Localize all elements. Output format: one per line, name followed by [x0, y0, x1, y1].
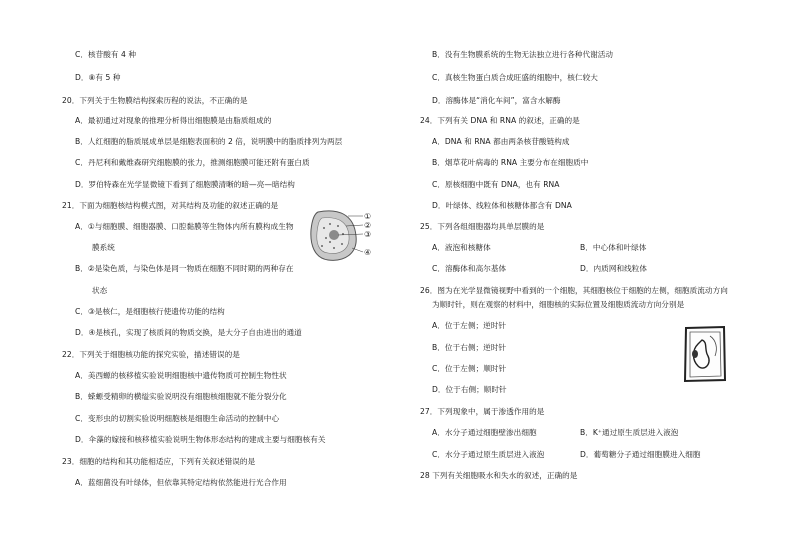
- q27-option-c: C．水分子通过原生质层进入液泡: [432, 450, 545, 459]
- q22-stem: 22．下列关于细胞核功能的探究实验，描述错误的是: [62, 350, 240, 359]
- q27-option-a: A．水分子通过细胞壁渗出细胞: [432, 428, 537, 437]
- q24-option-a: A．DNA 和 RNA 都由两条核苷酸链构成: [432, 137, 570, 146]
- q19-option-c: C．核苷酸有 4 种: [75, 50, 137, 59]
- q20-option-a: A．最初通过对现象的推理分析得出细胞膜是由脂质组成的: [75, 116, 272, 125]
- q27-option-b: B．K⁺通过原生质层进入液泡: [580, 428, 679, 437]
- q26-option-b: B．位于右侧；逆时针: [432, 343, 507, 352]
- q28-stem: 28 下列有关细胞吸水和失水的叙述，正确的是: [420, 471, 578, 480]
- q23-option-b: B．没有生物膜系统的生物无法独立进行各种代谢活动: [432, 50, 614, 59]
- q22-option-a: A．美西螈的核移植实验说明细胞核中遗传物质可控制生物性状: [75, 371, 287, 380]
- q25-stem: 25．下列各组细胞器均具单层膜的是: [420, 222, 545, 231]
- q26-option-c: C．位于左侧；顺时针: [432, 364, 507, 373]
- q23-stem: 23．细胞的结构和其功能相适应，下列有关叙述错误的是: [62, 457, 256, 466]
- q23-option-c: C．真核生物蛋白质合成旺盛的细胞中，核仁较大: [432, 73, 598, 82]
- q21-option-a-line1: A．①与细胞膜、细胞器膜、口腔黏膜等生物体内所有膜构成生物: [75, 222, 294, 231]
- nucleolus-shape: [329, 230, 339, 240]
- q20-stem: 20．下列关于生物膜结构探索历程的说法，不正确的是: [62, 96, 248, 105]
- q22-option-c: C．变形虫的切割实验说明细胞核是细胞生命活动的控制中心: [75, 414, 280, 423]
- q22-option-d: D．伞藻的嫁接和核移植实验说明生物体形态结构的建成主要与细胞核有关: [75, 435, 326, 444]
- figure-label-1: ①: [364, 212, 372, 221]
- cell-wall-shape: [685, 327, 725, 381]
- q26-stem-line2: 为顺时针，则在观察的材料中，细胞核的实际位置及细胞质流动方向分别是: [432, 300, 685, 309]
- q23-option-d: D．溶酶体是“消化车间”，富含水解酶: [432, 96, 561, 105]
- q21-stem: 21．下面为细胞核结构模式图，对其结构及功能的叙述正确的是: [62, 201, 279, 210]
- q27-stem: 27．下列现象中，属于渗透作用的是: [420, 407, 545, 416]
- nucleus-structure-figure: [308, 208, 372, 264]
- q26-option-a: A．位于左侧；逆时针: [432, 321, 507, 330]
- figure-label-4: ④: [364, 248, 372, 257]
- q20-option-b: B．人红细胞的脂质展成单层是细胞表面积的 2 倍，说明膜中的脂质排列为两层: [75, 137, 343, 146]
- q25-option-a: A．液泡和核糖体: [432, 243, 491, 252]
- nucleus-shape: [692, 350, 698, 358]
- plant-cell-figure: [682, 324, 728, 384]
- q26-option-d: D．位于右侧；顺时针: [432, 385, 507, 394]
- q26-stem-line1: 26．图为在光学显微镜视野中看到的一个细胞，其细胞核位于细胞的左侧，细胞质流动方向: [420, 286, 728, 295]
- q19-option-d: D．⑧有 5 种: [75, 73, 121, 82]
- q25-option-c: C．溶酶体和高尔基体: [432, 264, 507, 273]
- q23-option-a: A．蓝细菌没有叶绿体，但依靠其特定结构依然能进行光合作用: [75, 478, 287, 487]
- q21-option-c: C．③是核仁，是细胞核行使遗传功能的结构: [75, 307, 225, 316]
- q21-option-d: D．④是核孔，实现了核质间的物质交换，是大分子自由进出的通道: [75, 328, 302, 337]
- q24-option-c: C．原核细胞中既有 DNA，也有 RNA: [432, 180, 560, 189]
- figure-label-3: ③: [364, 230, 372, 239]
- q24-stem: 24．下列有关 DNA 和 RNA 的叙述，正确的是: [420, 116, 580, 125]
- q24-option-d: D．叶绿体、线粒体和核糖体都含有 DNA: [432, 201, 572, 210]
- q21-option-a-line2: 膜系统: [92, 243, 115, 252]
- q27-option-d: D．葡萄糖分子通过细胞膜进入细胞: [580, 450, 701, 459]
- q24-option-b: B．烟草花叶病毒的 RNA 主要分布在细胞质中: [432, 158, 589, 167]
- figure-label-2: ②: [364, 221, 372, 230]
- q22-option-b: B．蝾螈受精卵的横缢实验说明没有细胞核细胞就不能分裂分化: [75, 392, 287, 401]
- q25-option-b: B．中心体和叶绿体: [580, 243, 647, 252]
- q20-option-d: D．罗伯特森在光学显微镜下看到了细胞膜清晰的暗—亮—暗结构: [75, 180, 295, 189]
- q21-option-b-line2: 状态: [92, 286, 108, 295]
- q20-option-c: C．丹尼利和戴维森研究细胞膜的张力，推测细胞膜可能还附有蛋白质: [75, 158, 310, 167]
- q21-option-b-line1: B．②是染色质，与染色体是同一物质在细胞不同时期的两种存在: [75, 264, 294, 273]
- q25-option-d: D．内质网和线粒体: [580, 264, 648, 273]
